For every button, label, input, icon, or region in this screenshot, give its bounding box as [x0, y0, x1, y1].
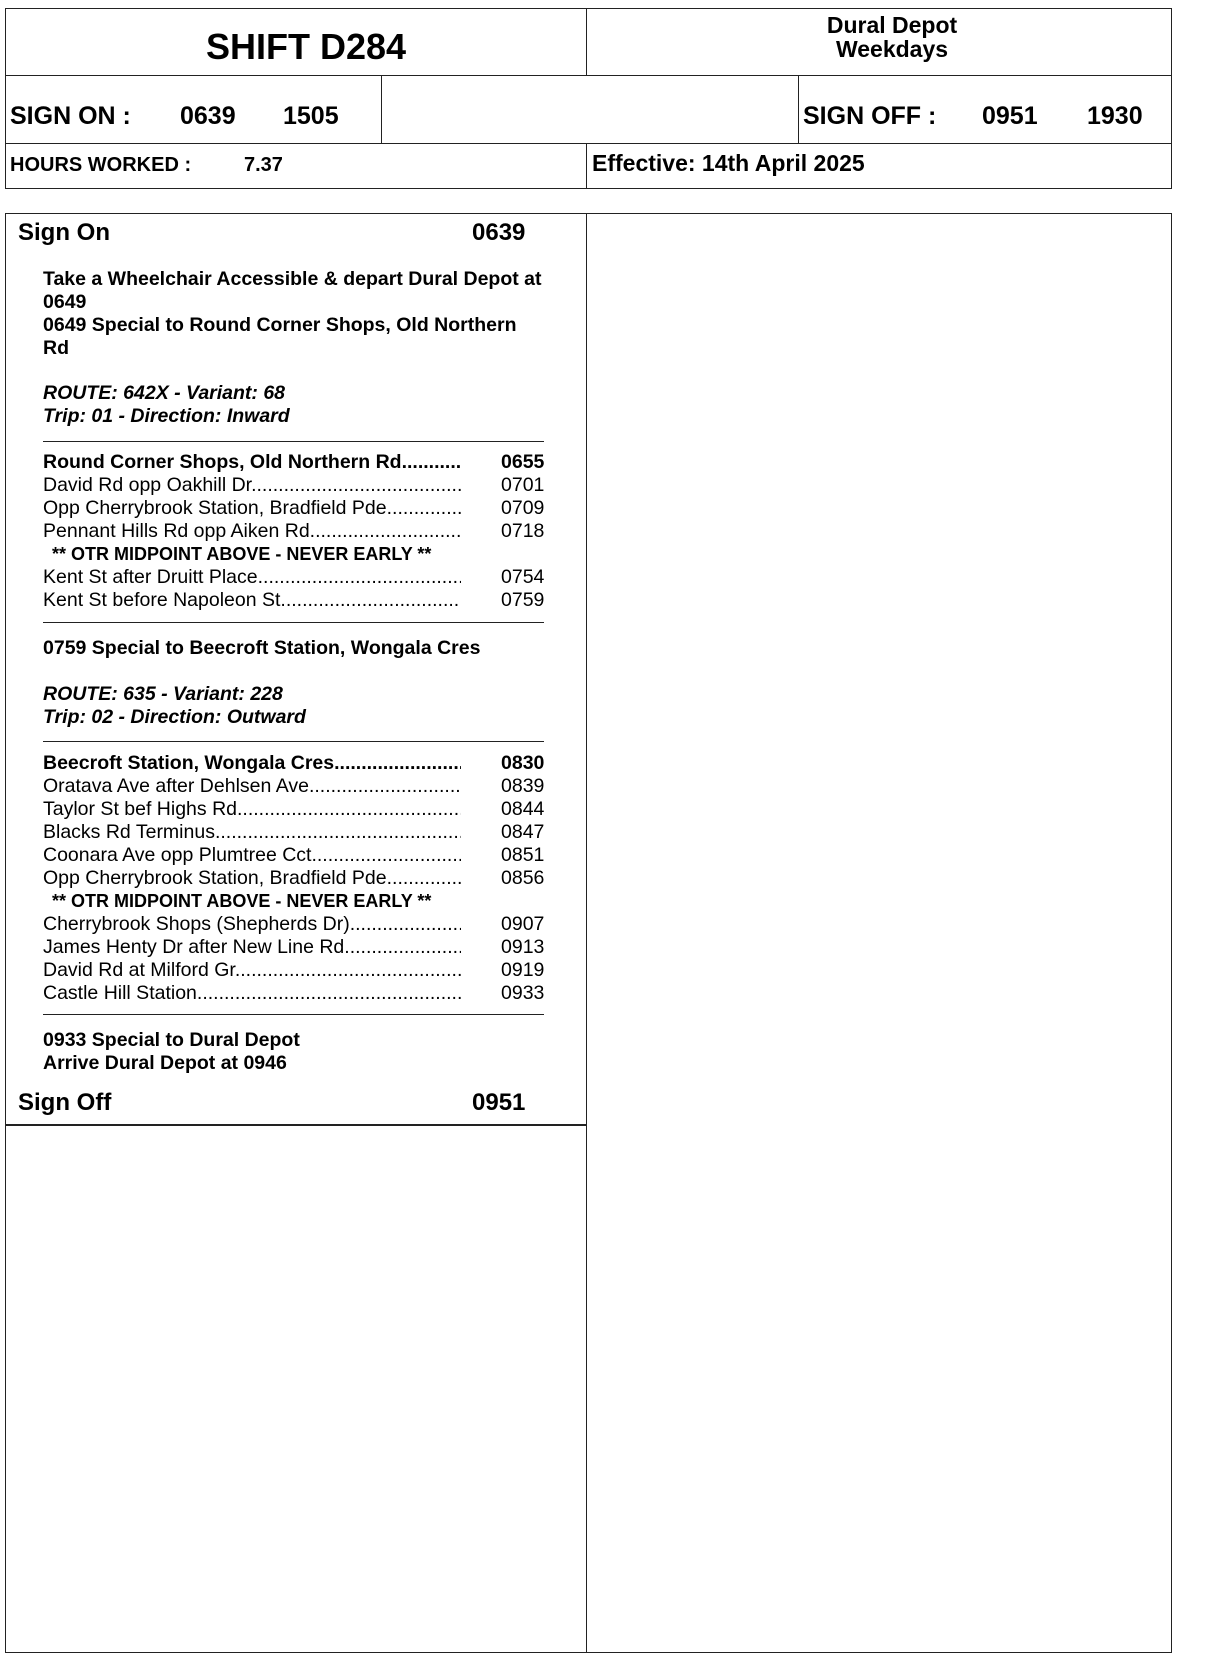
section-rule — [43, 622, 544, 623]
instruction-line: Take a Wheelchair Accessible & depart Dural Depot at — [43, 268, 542, 290]
sign-on-time-1: 0639 — [180, 102, 236, 130]
stop-time: 0718 — [501, 520, 545, 542]
stop-time: 0919 — [501, 959, 545, 981]
stop-name: David Rd at Milford Gr ..... — [43, 958, 461, 982]
depot-name: Dural Depot — [826, 12, 958, 38]
sign-on-heading: Sign On — [18, 219, 110, 246]
route-line: ROUTE: 635 - Variant: 228 — [43, 683, 283, 705]
stop-name: Taylor St bef Highs Rd ..... — [43, 797, 461, 821]
timetable-row — [43, 981, 548, 1005]
stop-time: 0856 — [501, 867, 545, 889]
hours-worked-value: 7.37 — [244, 154, 283, 176]
stop-name: Beecroft Station, Wongala Cres ..... — [43, 751, 461, 775]
stop-time: 0847 — [501, 821, 545, 843]
effective-date: Effective: 14th April 2025 — [592, 150, 865, 176]
sign-off-heading: Sign Off — [18, 1089, 112, 1116]
shift-title: SHIFT D284 — [205, 26, 407, 67]
route-line: ROUTE: 642X - Variant: 68 — [43, 382, 286, 404]
section-rule — [43, 1014, 544, 1015]
timetable-row — [43, 820, 548, 844]
instruction-line: 0649 Special to Round Corner Shops, Old Northern — [43, 314, 517, 336]
timetable-row — [43, 496, 548, 520]
sign-on-time: 0639 — [472, 219, 526, 246]
timetable-row — [43, 912, 548, 936]
sign-on-time-2: 1505 — [283, 102, 339, 130]
stop-name: Opp Cherrybrook Station, Bradfield Pde ..... — [43, 496, 461, 520]
stop-name: Coonara Ave opp Plumtree Cct ..... — [43, 843, 461, 867]
instruction-line: Rd — [43, 337, 69, 359]
instruction-line: Arrive Dural Depot at 0946 — [43, 1052, 287, 1074]
header-row-line-2 — [5, 143, 1172, 144]
stop-time: 0844 — [501, 798, 545, 820]
timetable-row — [43, 588, 548, 612]
header-divider — [586, 143, 587, 189]
section-rule — [43, 441, 544, 442]
timetable-row — [43, 866, 548, 890]
duty-end-line — [5, 1124, 587, 1126]
timetable-row — [43, 843, 548, 867]
timetable-row — [43, 935, 548, 959]
timetable-row — [43, 797, 548, 821]
trip-line: Trip: 02 - Direction: Outward — [43, 706, 306, 728]
stop-name: Oratava Ave after Dehlsen Ave ..... — [43, 774, 461, 798]
instruction-line: 0933 Special to Dural Depot — [43, 1029, 300, 1051]
stop-name: Castle Hill Station ..... — [43, 981, 461, 1005]
stop-time: 0655 — [501, 451, 545, 473]
trip-line: Trip: 01 - Direction: Inward — [43, 405, 290, 427]
stop-time: 0709 — [501, 497, 545, 519]
timetable-row — [43, 958, 548, 982]
sign-off-time-2: 1930 — [1087, 102, 1143, 130]
stop-time: 0933 — [501, 982, 545, 1004]
timetable-row — [43, 519, 548, 543]
body-divider — [586, 213, 587, 1653]
stop-name: Kent St after Druitt Place ..... — [43, 565, 461, 589]
sign-off-time: 0951 — [472, 1089, 526, 1116]
midpoint-note: ** OTR MIDPOINT ABOVE - NEVER EARLY ** — [52, 891, 432, 911]
stop-name: Kent St before Napoleon St ..... — [43, 588, 461, 612]
timetable-row — [43, 774, 548, 798]
stop-name: Pennant Hills Rd opp Aiken Rd ..... — [43, 519, 461, 543]
stop-time: 0839 — [501, 775, 545, 797]
timetable-row — [43, 450, 548, 474]
header-divider — [381, 75, 382, 143]
stop-name: Opp Cherrybrook Station, Bradfield Pde ..... — [43, 866, 461, 890]
stop-time: 0701 — [501, 474, 545, 496]
stop-time: 0913 — [501, 936, 545, 958]
stop-time: 0759 — [501, 589, 545, 611]
stop-name: James Henty Dr after New Line Rd ..... — [43, 935, 461, 959]
hours-worked-label: HOURS WORKED : — [10, 154, 192, 176]
header-row-line-1 — [5, 75, 1172, 76]
instruction-line: 0759 Special to Beecroft Station, Wongala Cres — [43, 637, 481, 659]
stop-time: 0851 — [501, 844, 545, 866]
day-type: Weekdays — [835, 36, 949, 62]
instruction-line: 0649 — [43, 291, 87, 313]
timetable-row — [43, 751, 548, 775]
timetable-row — [43, 565, 548, 589]
stop-name: David Rd opp Oakhill Dr ..... — [43, 473, 461, 497]
timetable-row — [43, 473, 548, 497]
stop-name: Blacks Rd Terminus ..... — [43, 820, 461, 844]
stop-time: 0907 — [501, 913, 545, 935]
sign-off-label: SIGN OFF : — [803, 102, 937, 130]
depot-info — [612, 13, 1172, 61]
midpoint-note: ** OTR MIDPOINT ABOVE - NEVER EARLY ** — [52, 544, 432, 564]
stop-time: 0830 — [501, 752, 545, 774]
section-rule — [43, 741, 544, 742]
stop-time: 0754 — [501, 566, 545, 588]
sign-on-label: SIGN ON : — [10, 102, 131, 130]
stop-name: Round Corner Shops, Old Northern Rd ..... — [43, 450, 461, 474]
sign-off-time-1: 0951 — [982, 102, 1038, 130]
header-divider — [798, 75, 799, 143]
stop-name: Cherrybrook Shops (Shepherds Dr) ..... — [43, 912, 461, 936]
